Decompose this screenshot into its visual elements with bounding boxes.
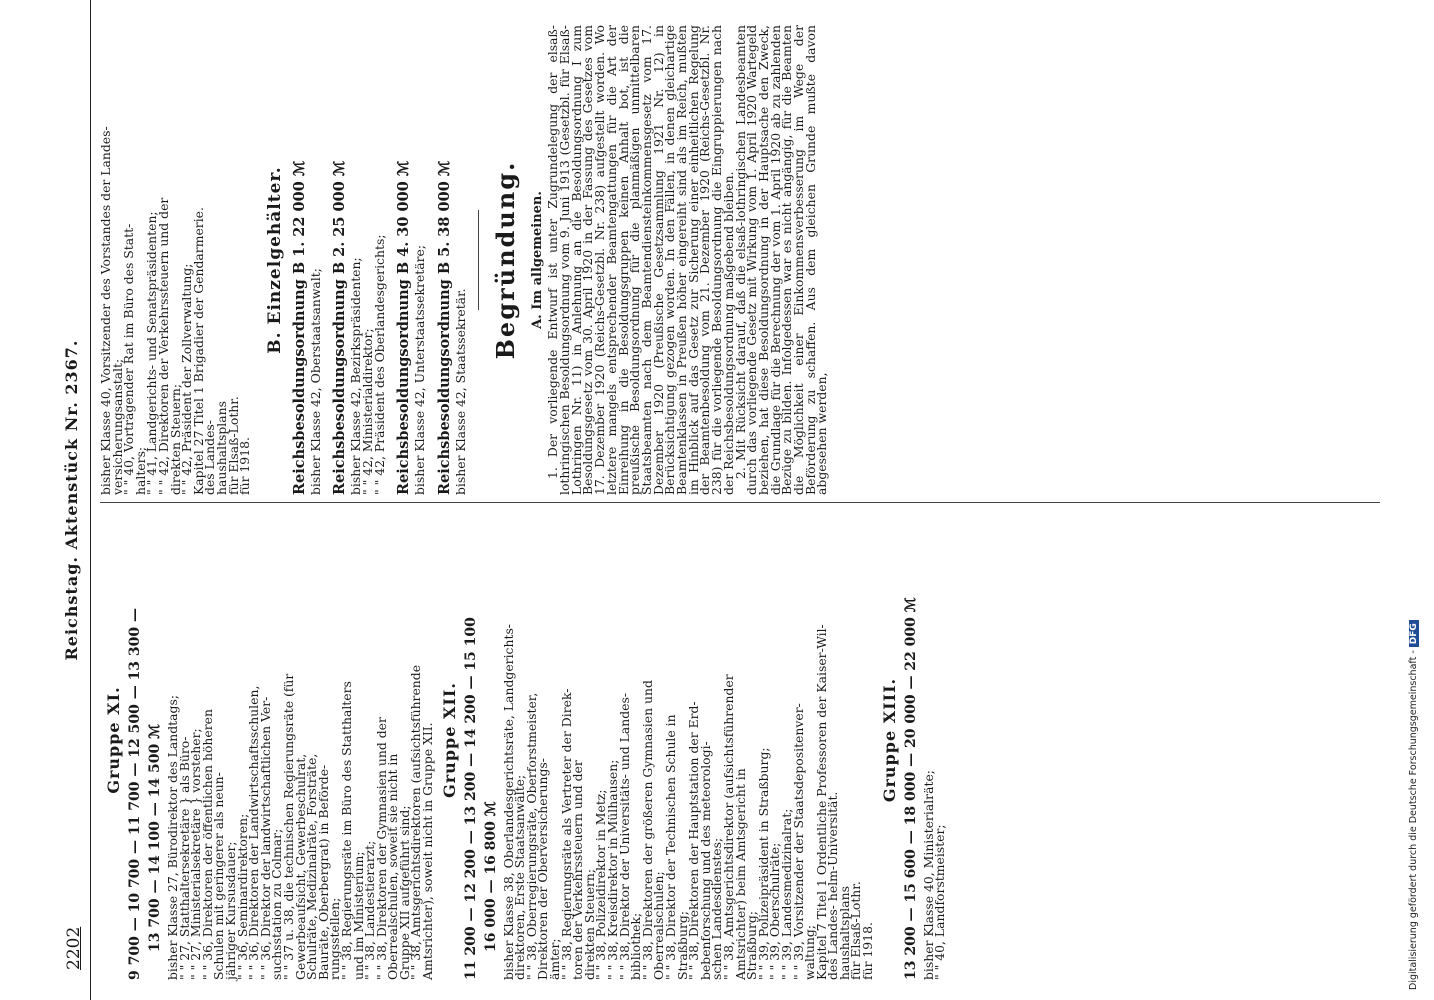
group-xii-salary-line2: 16 000 — 16 800 ℳ bbox=[482, 801, 499, 952]
list-line: " " 38, Polizeidirektor in Metz; bbox=[593, 789, 609, 980]
dfg-logo: DFG bbox=[1409, 620, 1419, 647]
list-line: bisher Klasse 27, Bürodirektor des Landtags; bbox=[165, 694, 180, 980]
group-xiii-continued-list bbox=[100, 25, 251, 495]
list-line: " " 36, Seminardirektoren; bbox=[234, 813, 250, 980]
list-line: bisher Klasse 42, Oberstaatsanwalt; bbox=[307, 268, 323, 495]
list-line: bisher Klasse 40, Vorsitzender des Vorstandes der Landes- bbox=[98, 126, 113, 495]
list-line: Schulen mit geringerer als neun- bbox=[211, 772, 227, 980]
list-line: " " 41, Landgerichts- und Senatspräsidenten; bbox=[144, 211, 160, 495]
b1-list bbox=[307, 25, 323, 495]
group-xi-list bbox=[167, 500, 434, 980]
list-line: direktoren, Erste Staatsanwälte; bbox=[512, 774, 528, 980]
left-column bbox=[100, 500, 1390, 980]
list-line: rungsstellen; bbox=[327, 897, 343, 980]
b5-list bbox=[452, 25, 468, 495]
group-xiii-salary-line: 13 200 — 15 600 — 18 000 — 20 000 — 22 000 ℳ bbox=[902, 597, 919, 980]
b1-heading: Reichsbesoldungsordnung B 1. 22 000 ℳ bbox=[290, 160, 308, 495]
list-line: " " 38, Amtsgerichtsdirektor (aufsichtsführender bbox=[720, 674, 736, 980]
paragraph-2: 2. Mit Rücksicht darauf, daß die elsaß-lothringischen Landesbeamten durch das vorliegende Gesetz mit Wirkung vom 1. April 1920 Wartegeld beziehen, hat diese Besoldungsordnung in der Hauptsache den Zweck, die Grundlage für die Berechnung der vom 1. April 1920 ab zu zahlenden Bezüge zu bilden. Infolgedessen war es nicht angängig, für die Beamten die Möglichkeit einer Einkommensverbesserung im Wege der Beförderung zu schaffen. Aus dem gleichen Grunde mußte davon abgesehen werden, bbox=[732, 25, 830, 495]
group-xii-salary-line1: 11 200 — 12 200 — 13 200 — 14 200 — 15 100 bbox=[462, 617, 479, 980]
list-line: " " 39, Oberschulräte; bbox=[767, 842, 783, 980]
section-a-heading: A. Im allgemeinen. bbox=[530, 191, 546, 329]
group-xiii-list bbox=[920, 500, 948, 980]
b5-heading: Reichsbesoldungsordnung B 5. 38 000 ℳ bbox=[435, 160, 453, 495]
begruendung-heading: Begründung. bbox=[491, 160, 521, 360]
list-line: des Landes- bbox=[202, 420, 218, 495]
list-line: des Landes- helm-Universität. bbox=[825, 791, 841, 980]
list-line: " " 42, Präsident des Oberlandesgerichts; bbox=[371, 234, 387, 495]
list-line: " " 36, Direktoren der öffentlichen höheren bbox=[199, 709, 215, 980]
list-line: halters; bbox=[132, 446, 148, 495]
list-line: Gewerbeaufsicht, Gewerbeschulrat, bbox=[292, 753, 308, 980]
list-line: " " 42, Präsident der Zollverwaltung; bbox=[179, 263, 195, 495]
group-xi-salary-line1: 9 700 — 10 700 — 11 700 — 12 500 — 13 300 — bbox=[127, 607, 143, 980]
list-line: Straßburg; bbox=[744, 911, 760, 980]
list-line: und im Ministerium; bbox=[350, 851, 366, 980]
group-xi-salary-line2: 13 700 — 14 100 — 14 500 ℳ bbox=[147, 723, 163, 952]
section-b-heading: B. Einzelgehälter. bbox=[264, 166, 285, 354]
right-column bbox=[100, 25, 1390, 495]
list-line: bisher Klasse 42, Bezirkspräsidenten; bbox=[348, 257, 364, 495]
page-title: Reichstag. Aktenstück Nr. 2367. bbox=[62, 339, 81, 661]
page-header bbox=[60, 0, 90, 1000]
list-line: " " 38, Direktoren der Gymnasien und der bbox=[373, 717, 389, 980]
list-line: " " 37 u. 38, die technischen Regierungsräte (für bbox=[280, 673, 296, 980]
b2-heading: Reichsbesoldungsordnung B 2. 25 000 ℳ bbox=[331, 160, 349, 495]
list-line: " " 38, Direktor der Technischen Schule in bbox=[662, 714, 678, 980]
list-line: Oberrealschulen, soweit sie nicht in bbox=[385, 753, 401, 980]
list-line: " " 38, Oberregierungsräte, Oberforstmeister, bbox=[523, 692, 539, 980]
page-number: 2202 bbox=[64, 926, 84, 970]
list-line: " " 39, Landesmedizinalrat; bbox=[778, 808, 794, 980]
list-line: bibliothek; bbox=[628, 912, 644, 980]
group-xiii-heading: Gruppe XIII. bbox=[879, 677, 899, 803]
list-line: " " 38, Landestierarzt; bbox=[362, 840, 378, 980]
list-line: Oberrealschulen; bbox=[651, 871, 667, 980]
list-line: " " 38, Regierungsräte als Vertreter der Direk- bbox=[558, 688, 574, 980]
list-line: haushaltsplans bbox=[213, 401, 229, 495]
list-line: haushaltsplans bbox=[836, 886, 852, 980]
group-xii-list bbox=[500, 500, 876, 980]
list-line: für 1918. bbox=[237, 437, 253, 495]
list-line: bisher Klasse 42, Unterstaatssekretäre; bbox=[412, 244, 428, 495]
list-line: " " 38, Amtsgerichtsdirektoren (aufsichtsführende bbox=[408, 664, 424, 980]
header-rule bbox=[90, 0, 91, 1000]
list-line: " " 27, Ministerialsekretäre } vorsteher; bbox=[188, 728, 204, 980]
list-line: " " 40, Landforstmeister; bbox=[932, 824, 948, 980]
list-line: für Elsaß-Lothr. bbox=[848, 881, 864, 980]
list-line: Gruppe XII aufgeführt sind; bbox=[396, 805, 412, 980]
list-line: " " 38, Direktoren der Hauptstation der Erd- bbox=[686, 701, 702, 980]
list-line: versicherungsanstalt; bbox=[109, 358, 125, 495]
list-line: jähriger Kursusdauer; bbox=[222, 841, 238, 980]
list-line: Straßburg; bbox=[674, 911, 690, 980]
list-line: Kapitel 7 Titel 1 Ordentliche Professoren der Kaiser-Wil- bbox=[813, 624, 829, 980]
list-line: " " 38, Kreisdirektor in Mülhausen; bbox=[605, 759, 620, 980]
list-line: " " 39, Polizeipräsident in Straßburg; bbox=[755, 747, 771, 980]
list-line: für 1918. bbox=[860, 922, 876, 980]
list-line: bebenforschung und des meteorologi- bbox=[697, 741, 713, 980]
list-line: Amtsrichter), soweit nicht in Gruppe XII. bbox=[420, 722, 436, 980]
b2-list bbox=[350, 25, 385, 495]
list-line: direkten Steuern; bbox=[581, 868, 597, 980]
list-line: bisher Klasse 38, Oberlandesgerichtsräte, Landgerichts- bbox=[500, 624, 516, 980]
b4-list bbox=[414, 25, 426, 495]
list-line: ämter; bbox=[547, 938, 563, 980]
list-line: " " 38, Regierungsräte im Büro des Statthalters bbox=[338, 681, 354, 980]
list-line: schen Landesdienstes; bbox=[709, 837, 725, 980]
list-line: " " 39, Vorsitzender der Staatsdepositenver- bbox=[790, 703, 806, 980]
list-line: " " 40, Vortragender Rat im Büro des Statt- bbox=[121, 223, 137, 495]
list-line: bisher Klasse 42, Staatssekretär. bbox=[452, 288, 468, 495]
list-line: bisher Klasse 40, Ministerialräte; bbox=[920, 770, 936, 980]
list-line: toren der Verkehrssteuern und der bbox=[570, 760, 586, 980]
group-xii-heading: Gruppe XII. bbox=[439, 682, 459, 798]
list-line: " " 36, Direktoren der Landwirtschaftsschulen, bbox=[246, 685, 262, 980]
digitization-credit: Digitalisierung gefördert durch die Deutsche Forschungsgemeinschaft - bbox=[1408, 650, 1419, 990]
list-line: Amtsrichter) beim Amtsgericht in bbox=[732, 768, 748, 980]
paragraph-1: 1. Der vorliegende Entwurf ist unter Zugrundelegung der elsaß-lothringischen Besoldungsordnung vom 9. Juni 1913 (Gesetzbl. für Elsaß-Lothringen Nr. 11) in Anlehnung an die Besoldungsordnung I zum Besoldungsgesetz vom 30. April 1920 in der Fassung des Gesetzes vom 17. Dezember 1920 (Reichs-Gesetzbl. Nr. 238) aufgestellt worden. Wo letztere mangels entsprechender Beamtengattungen für die Art der Einreihung in die Besoldungsgruppen keinen Anhalt bot, ist die preußische Besoldungsordnung für die planmäßigen unmittelbaren Staatsbeamten nach dem Beamtendiensteinkommensgesetz vom 17. Dezember 1920 (Preußische Gesetzsammlung 1921 Nr. 12) in Berücksichtigung gezogen worden. In den Fällen, in denen gleichartige Beamtenklassen in Preußen höher eingereiht sind als im Reich, mußten im Hinblick auf das Gesetz zur Sicherung einer einheitlichen Regelung der Beamtenbesoldung vom 21. Dezember 1920 (Reichs-Gesetzbl. Nr. 238) für die vorliegende Besoldungsordnung die Eingruppierungen nach der Reichsbesoldungsordnung maßgebend bleiben. bbox=[545, 25, 736, 495]
list-line: direkten Steuern; bbox=[167, 383, 183, 495]
list-line: " " 42, Ministerialdirektor; bbox=[359, 328, 375, 495]
list-line: für Elsaß-Lothr. bbox=[225, 396, 241, 495]
list-line: suchsstation zu Colmar; bbox=[269, 828, 285, 980]
list-line: " " 36, Direktor der landwirtschaftlichen Ver- bbox=[257, 696, 273, 980]
digitization-sidebar bbox=[1408, 10, 1428, 990]
list-line: " " 27, Statthaltersekretäre } als Büro- bbox=[176, 736, 192, 980]
section-separator bbox=[478, 210, 479, 310]
list-line: " " 38, Direktor der Universitäts- und Landes- bbox=[616, 692, 632, 980]
list-line: " " 42, Direktoren der Verkehrssteuern und der bbox=[155, 197, 171, 495]
group-xi-heading: Gruppe XI. bbox=[104, 686, 123, 794]
list-line: Kapitel 27 Titel 1 Brigadier der Gendarmerie. bbox=[190, 207, 206, 495]
list-line: " " 38, Direktoren der größeren Gymnasien und bbox=[639, 680, 655, 980]
b4-heading: Reichsbesoldungsordnung B 4. 30 000 ℳ bbox=[395, 160, 413, 495]
list-line: waltung; bbox=[802, 924, 818, 980]
list-line: Schulräte, Medizinalräte, Forsträte, bbox=[304, 753, 320, 980]
list-line: Direktoren der Oberversicherungs- bbox=[535, 758, 551, 980]
list-line: Bauräte, Oberbergrat) in Beförde- bbox=[315, 764, 331, 980]
